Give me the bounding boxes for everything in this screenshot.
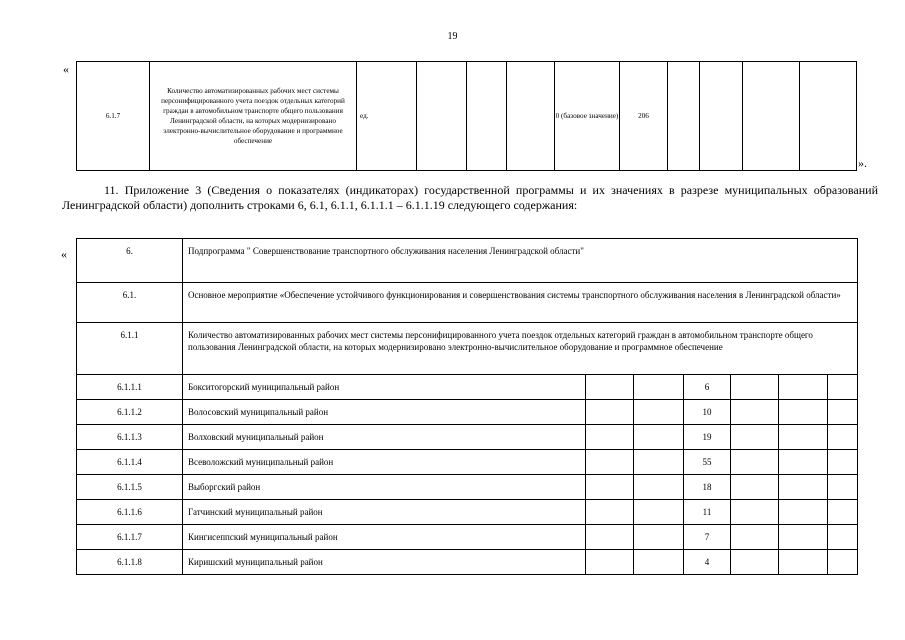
row-name: Выборгский район (183, 475, 586, 500)
row-name: Волосовский муниципальный район (183, 400, 586, 425)
row-value: 4 (684, 550, 731, 575)
row-value: 19 (684, 425, 731, 450)
row-code: 6.1.1.7 (77, 525, 183, 550)
row-code: 6.1.1.1 (77, 375, 183, 400)
row-name: Всеволожский муниципальный район (183, 450, 586, 475)
table-row (77, 525, 858, 550)
row-value: 7 (684, 525, 731, 550)
row-name: Гатчинский муниципальный район (183, 500, 586, 525)
row-code: 6.1.1.2 (77, 400, 183, 425)
table-row (77, 283, 858, 323)
table-row (77, 450, 858, 475)
row-unit: ед. (357, 62, 417, 171)
row-value: 11 (684, 500, 731, 525)
row-code: 6. (77, 239, 183, 283)
table-row (77, 475, 858, 500)
table-row (77, 62, 857, 171)
row-code: 6.1.1.6 (77, 500, 183, 525)
row-value: 18 (684, 475, 731, 500)
row-code: 6.1.1.4 (77, 450, 183, 475)
table-row (77, 375, 858, 400)
row-value: 55 (684, 450, 731, 475)
row-code: 6.1.1 (77, 323, 183, 375)
table-row (77, 500, 858, 525)
closing-quote-top: ». (858, 156, 867, 170)
row-value: 10 (684, 400, 731, 425)
row-code: 6.1. (77, 283, 183, 323)
row-code: 6.1.1.3 (77, 425, 183, 450)
row-text: Основное мероприятие «Обеспечение устойчивого функционирования и совершенствования системы транспортного обслуживания населения в Ленинградской области» (183, 283, 858, 323)
page-number: 19 (447, 31, 458, 42)
opening-quote-top: « (63, 62, 69, 76)
row-code: 6.1.1.8 (77, 550, 183, 575)
row-value: 6 (684, 375, 731, 400)
row-name: Бокситогорский муниципальный район (183, 375, 586, 400)
row-name: Киришский муниципальный район (183, 550, 586, 575)
row-text: Количество автоматизированных рабочих мест системы персонифицированного учета поездок отдельных категорий граждан в автомобильном транспорте общего пользования Ленинградской области, на которых модернизировано электронно-вычислительное оборудование и программное обеспечение (183, 323, 858, 375)
row-name: Волховский муниципальный район (183, 425, 586, 450)
amendment-paragraph: 11. Приложение 3 (Сведения о показателях (индикаторах) государственной программы и их значениях в разрезе муниципальных образований Ленинградской области) дополнить строками 6, 6.1, 6.1.1, 6.1.1.1 – 6.1.1.19 следующего содержания: (62, 183, 878, 212)
indicator-table-bottom (76, 238, 858, 575)
row-code: 6.1.1.5 (77, 475, 183, 500)
row-description: Количество автоматизированных рабочих мест системы персонифицированного учета поездок отдельных категорий граждан в автомобильном транспорте общего пользования Ленинградской области, на которых модернизировано электронно-вычислительное оборудование и программное обеспечение (150, 62, 357, 171)
row-value: 206 (620, 62, 668, 171)
row-name: Кингисеппский муниципальный район (183, 525, 586, 550)
opening-quote-bottom: « (61, 247, 67, 261)
indicator-table-top (76, 61, 857, 171)
table-row (77, 323, 858, 375)
table-row (77, 425, 858, 450)
table-row (77, 550, 858, 575)
row-text: Подпрограмма " Совершенствование транспортного обслуживания населения Ленинградской области" (183, 239, 858, 283)
row-base-value: 0 (базовое значение) (555, 62, 620, 171)
table-row (77, 239, 858, 283)
table-row (77, 400, 858, 425)
row-code: 6.1.7 (77, 62, 150, 171)
